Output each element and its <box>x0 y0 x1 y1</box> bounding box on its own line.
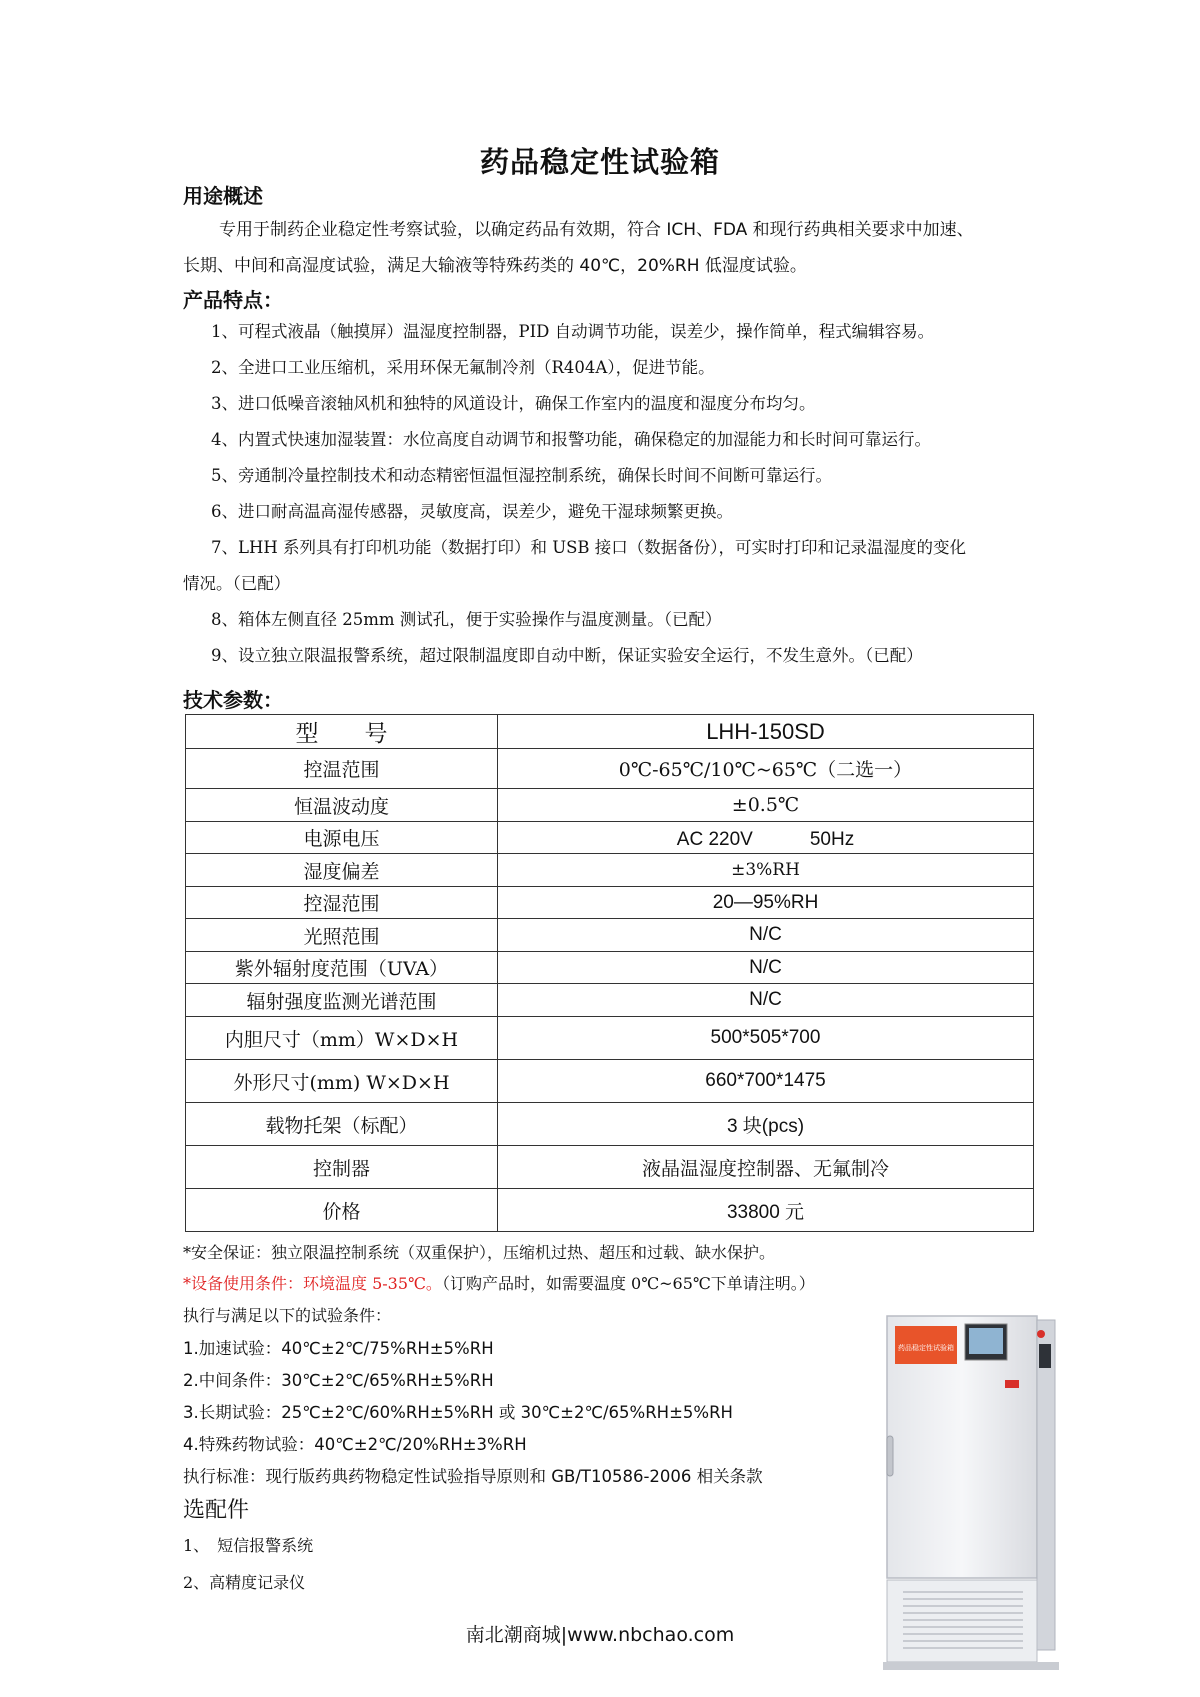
spec-key: 型 号 <box>186 715 498 749</box>
spec-key: 湿度偏差 <box>186 854 498 887</box>
spec-value: LHH-150SD <box>498 715 1034 749</box>
feature-item: 5、旁通制冷量控制技术和动态精密恒温恒湿控制系统，确保长时间不间断可靠运行。 <box>211 466 832 485</box>
feature-item: 2、全进口工业压缩机，采用环保无氟制冷剂（R404A），促进节能。 <box>211 358 715 377</box>
spec-value: 660*700*1475 <box>498 1060 1034 1103</box>
spec-key: 控温范围 <box>186 749 498 789</box>
table-row <box>186 919 1034 952</box>
cabinet-base <box>883 1662 1059 1670</box>
feature-item-continuation: 情况。（已配） <box>183 574 291 593</box>
spec-value: N/C <box>498 984 1034 1017</box>
spec-table <box>185 714 1034 1232</box>
cabinet-side <box>1037 1320 1055 1650</box>
feature-item: 6、进口耐高温高湿传感器，灵敏度高，误差少，避免干湿球频繁更换。 <box>211 502 733 521</box>
screen-display <box>969 1328 1003 1354</box>
spec-value: AC 220V 50Hz <box>498 822 1034 854</box>
table-row <box>186 749 1034 789</box>
table-row <box>186 1189 1034 1232</box>
usage-conditions-red: *设备使用条件：环境温度 5-35℃。 <box>183 1274 442 1293</box>
spec-value: ±3%RH <box>498 854 1034 887</box>
condition-item: 1.加速试验：40℃±2℃/75%RH±5%RH <box>183 1339 494 1358</box>
spec-value: 液晶温湿度控制器、无氟制冷 <box>498 1146 1034 1189</box>
specs-heading: 技术参数： <box>183 688 283 712</box>
features-list <box>183 314 1033 674</box>
spec-value: 33800 元 <box>498 1189 1034 1232</box>
table-row <box>186 984 1034 1017</box>
spec-value: 0℃-65℃/10℃~65℃（二选一） <box>498 749 1034 789</box>
usage-heading: 用途概述 <box>183 184 263 208</box>
table-row <box>186 822 1034 854</box>
usage-line-2: 长期、中间和高湿度试验，满足大输液等特殊药类的 40℃，20%RH 低湿度试验。 <box>183 256 807 276</box>
features-heading: 产品特点： <box>183 288 283 312</box>
footer-site: 南北潮商城|www.nbchao.com <box>465 1624 735 1646</box>
feature-item: 4、内置式快速加湿装置：水位高度自动调节和报警功能，确保稳定的加湿能力和长时间可靠运行。 <box>211 430 931 449</box>
spec-key: 辐射强度监测光谱范围 <box>186 984 498 1017</box>
spec-value: 3 块(pcs) <box>498 1103 1034 1146</box>
table-row <box>186 789 1034 822</box>
brand-logo <box>1005 1380 1019 1388</box>
condition-item: 4.特殊药物试验：40℃±2℃/20%RH±3%RH <box>183 1435 527 1454</box>
spec-key: 紫外辐射度范围（UVA） <box>186 952 498 984</box>
table-row <box>186 952 1034 984</box>
usage-line-1: 专用于制药企业稳定性考察试验，以确定药品有效期，符合 ICH、FDA 和现行药典相关要求中加速、 <box>219 220 974 240</box>
feature-item: 7、LHH 系列具有打印机功能（数据打印）和 USB 接口（数据备份），可实时打印和记录温湿度的变化 <box>211 538 967 557</box>
door-handle <box>887 1436 893 1476</box>
safety-note: *安全保证：独立限温控制系统（双重保护），压缩机过热、超压和过载、缺水保护。 <box>183 1243 776 1262</box>
table-row <box>186 1146 1034 1189</box>
conditions-heading: 执行与满足以下的试验条件： <box>183 1306 392 1325</box>
spec-value: N/C <box>498 919 1034 952</box>
table-row <box>186 1060 1034 1103</box>
spec-value: 20—95%RH <box>498 887 1034 919</box>
table-row <box>186 1017 1034 1060</box>
product-label-text: 药品稳定性试验箱 <box>898 1344 954 1352</box>
indicator-light <box>1037 1330 1045 1338</box>
spec-value: 500*505*700 <box>498 1017 1034 1060</box>
spec-value: ±0.5℃ <box>498 789 1034 822</box>
table-row <box>186 887 1034 919</box>
options-heading: 选配件 <box>183 1498 250 1523</box>
table-row <box>186 1103 1034 1146</box>
table-row <box>186 715 1034 749</box>
feature-item: 9、设立独立限温报警系统，超过限制温度即自动中断，保证实验安全运行，不发生意外。（已配） <box>211 646 923 665</box>
product-image <box>873 1310 1059 1672</box>
page-title: 药品稳定性试验箱 <box>479 145 720 179</box>
spec-key: 外形尺寸(mm) W×D×H <box>186 1060 498 1103</box>
spec-key: 控湿范围 <box>186 887 498 919</box>
condition-item: 2.中间条件：30℃±2℃/65%RH±5%RH <box>183 1371 494 1390</box>
spec-key: 电源电压 <box>186 822 498 854</box>
option-item: 2、高精度记录仪 <box>183 1573 306 1592</box>
standard-note: 执行标准：现行版药典药物稳定性试验指导原则和 GB/T10586-2006 相关条款 <box>183 1467 763 1486</box>
printer-slot <box>1039 1344 1051 1368</box>
option-item: 1、 短信报警系统 <box>183 1536 314 1555</box>
spec-value: N/C <box>498 952 1034 984</box>
feature-item: 3、进口低噪音滚轴风机和独特的风道设计，确保工作室内的温度和湿度分布均匀。 <box>211 394 816 413</box>
feature-item: 1、可程式液晶（触摸屏）温湿度控制器，PID 自动调节功能，误差少，操作简单，程式编辑容易。 <box>211 322 935 341</box>
condition-item: 3.长期试验：25℃±2℃/60%RH±5%RH 或 30℃±2℃/65%RH±5%RH <box>183 1403 733 1422</box>
spec-key: 控制器 <box>186 1146 498 1189</box>
spec-key: 恒温波动度 <box>186 789 498 822</box>
spec-key: 内胆尺寸（mm）W×D×H <box>186 1017 498 1060</box>
spec-key: 载物托架（标配） <box>186 1103 498 1146</box>
spec-key: 价格 <box>186 1189 498 1232</box>
usage-conditions-note <box>183 1271 815 1294</box>
spec-key: 光照范围 <box>186 919 498 952</box>
feature-item: 8、箱体左侧直径 25mm 测试孔，便于实验操作与温度测量。（已配） <box>211 610 722 629</box>
usage-conditions-rest: （订购产品时，如需要温度 0℃~65℃下单请注明。） <box>441 1274 815 1293</box>
table-row <box>186 854 1034 887</box>
